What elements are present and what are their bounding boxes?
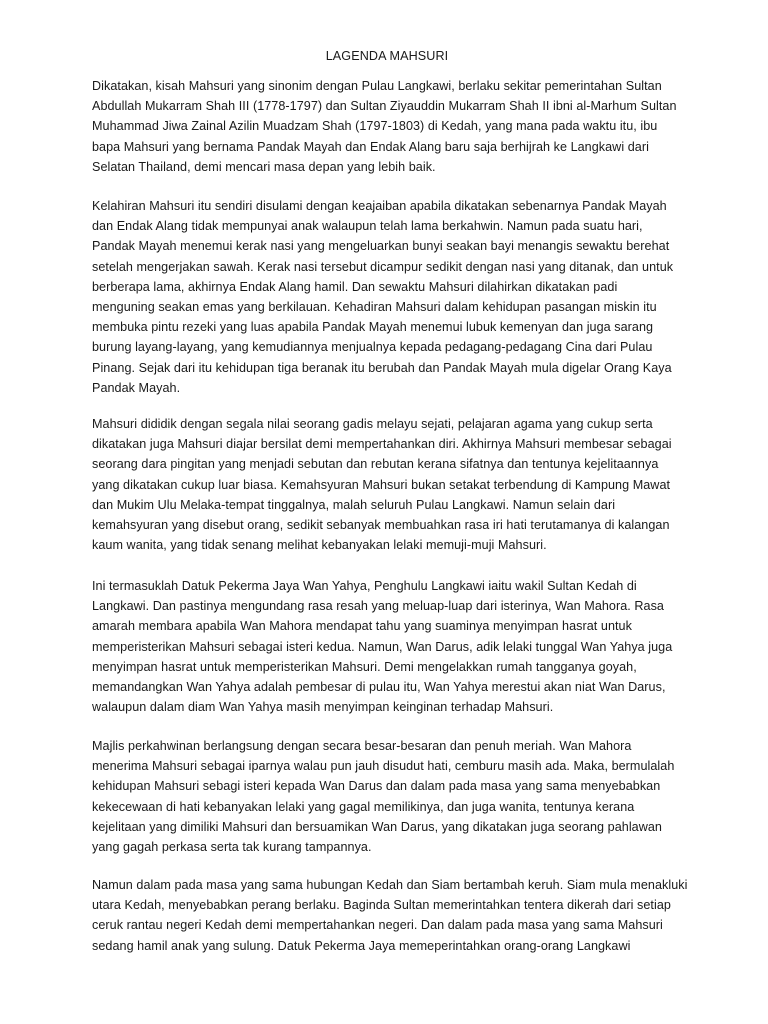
text-line: kehidupan Mahsuri sebagi isteri kepada Wan Darus dan dalam pada masa yang sama menyebabkan (92, 779, 661, 794)
text-line: yang dikatakan cukup luar biasa. Kemahsyuran Mahsuri bukan setakat terbendung di Kampung Mawat (92, 477, 671, 492)
text-line: setelah mengerjakan sawah. Kerak nasi tersebut dicampur sedikit dengan nasi yang ditanak, dan untuk (92, 259, 674, 274)
text-line: Pinang. Sejak dari itu kehidupan tiga beranak itu berubah dan Pandak Mayah mula digelar Orang Kaya (92, 360, 672, 375)
text-line: Langkawi. Dan pastinya mengundang rasa resah yang meluap-luap dari isterinya, Wan Mahora. Rasa (92, 599, 664, 614)
paragraph (92, 875, 702, 956)
text-line: Muhammad Jiwa Zainal Azilin Muadzam Shah (1797-1803) di Kedah, yang mana pada waktu itu, ibu (92, 119, 658, 134)
text-line: Selatan Thailand, demi mencari masa depan yang lebih baik. (92, 159, 436, 174)
text-line: memperisterikan Mahsuri sebagai isteri kedua. Namun, Wan Darus, adik lelaki tunggal Wan Yahya juga (92, 639, 673, 654)
paragraph (92, 414, 702, 555)
text-line: membuka pintu rezeki yang luas apabila Pandak Mayah menemui lubuk kemenyan dan juga sarang (92, 320, 654, 335)
document-title: LAGENDA MAHSURI (325, 49, 449, 63)
text-line: Pandak Mayah. (92, 380, 181, 395)
text-line: yang gagah perkasa serta tak kurang tampannya. (92, 840, 372, 855)
text-line: bapa Mahsuri yang bernama Pandak Mayah dan Endak Alang baru saja berhijrah ke Langkawi dari (92, 139, 649, 154)
text-line: memandangkan Wan Yahya adalah pembesar di pulau itu, Wan Yahya merestui akan niat Wan Darus, (92, 680, 666, 695)
text-line: Pandak Mayah menemui kerak nasi yang mengeluarkan bunyi seakan bayi menangis sewaktu berehat (92, 239, 670, 254)
text-line: Kelahiran Mahsuri itu sendiri disulami dengan keajaiban apabila dikatakan sebenarnya Pandak Mayah (92, 199, 667, 213)
paragraph (92, 736, 702, 857)
text-line: Dikatakan, kisah Mahsuri yang sinonim dengan Pulau Langkawi, berlaku sekitar pemerintahan Sultan (92, 79, 662, 93)
text-line: kaum wanita, yang tidak senang melihat kebanyakan lelaki memuji-muji Mahsuri. (92, 538, 547, 553)
text-line: dikatakan juga Mahsuri diajar bersilat demi mempertahankan diri. Akhirnya Mahsuri membesar sebagai (92, 437, 672, 452)
text-line: sedang hamil anak yang sulung. Datuk Pekerma Jaya memeperintahkan orang-orang Langkawi (92, 938, 631, 953)
text-line: menerima Mahsuri sebagai iparnya walau pun jauh disudut hati, cemburu masih ada. Maka, bermulalah (92, 759, 675, 774)
text-line: menguning seakan emas yang berkilauan. Kehadiran Mahsuri dalam kehidupan pasangan miskin itu (92, 300, 657, 315)
text-line: berberapa lama, akhirnya Endak Alang hamil. Dan sewaktu Mahsuri dilahirkan dikatakan padi (92, 279, 618, 294)
document-page (92, 0, 702, 1024)
text-line: kemahsyuran yang disebut orang, sedikit sebanyak membuahkan rasa iri hati terutamanya di kalangan (92, 518, 670, 533)
text-line: Mahsuri dididik dengan segala nilai seorang gadis melayu sejati, pelajaran agama yang cukup serta (92, 417, 653, 431)
text-line: menyimpan hasrat untuk memperisterikan Mahsuri. Demi mengelakkan rumah tangganya goyah, (92, 659, 637, 674)
paragraph (92, 576, 702, 717)
paragraph (92, 76, 702, 177)
text-line: Ini termasuklah Datuk Pekerma Jaya Wan Yahya, Penghulu Langkawi iaitu wakil Sultan Kedah di (92, 579, 637, 593)
text-line: amarah membara apabila Wan Mahora mendapat tahu yang suaminya menyimpan hasrat untuk (92, 619, 632, 634)
text-line: Abdullah Mukarram Shah III (1778-1797) dan Sultan Ziyauddin Mukarram Shah II ibni al-Marhum Sultan (92, 99, 677, 114)
text-line: Majlis perkahwinan berlangsung dengan secara besar-besaran dan penuh meriah. Wan Mahora (92, 739, 632, 753)
text-line: burung layang-layang, yang kemudiannya menjualnya kepada pedagang-pedagang Cina dari Pulau (92, 340, 653, 355)
text-line: walaupun dalam diam Wan Yahya masih menyimpan keinginan terhadap Mahsuri. (92, 700, 554, 715)
text-line: kejelitaan yang dimiliki Mahsuri dan bersuamikan Wan Darus, yang dikatakan juga seorang pahlawan (92, 819, 662, 834)
paragraph (92, 196, 702, 398)
text-line: seorang dara pingitan yang menjadi sebutan dan rebutan kerana sifatnya dan tentunya kejelitaannya (92, 457, 659, 472)
text-line: Namun dalam pada masa yang sama hubungan Kedah dan Siam bertambah keruh. Siam mula menakluki (92, 878, 688, 892)
text-line: dan Endak Alang tidak mempunyai anak walaupun telah lama berkahwin. Namun pada suatu hari, (92, 219, 643, 234)
text-line: dan Mukim Ulu Melaka-tempat tinggalnya, malah seluruh Pulau Langkawi. Namun selain dari (92, 497, 616, 512)
text-line: ceruk rantau negeri Kedah demi mempertahankan negeri. Dan dalam pada masa yang sama Mahsuri (92, 918, 663, 933)
text-line: utara Kedah, menyebabkan perang berlaku. Baginda Sultan memerintahkan tentera dikerah dari setiap (92, 898, 671, 913)
text-line: kekecewaan di hati kebanyakan lelaki yang gagal memilikinya, dan juga wanita, tentunya kerana (92, 799, 635, 814)
